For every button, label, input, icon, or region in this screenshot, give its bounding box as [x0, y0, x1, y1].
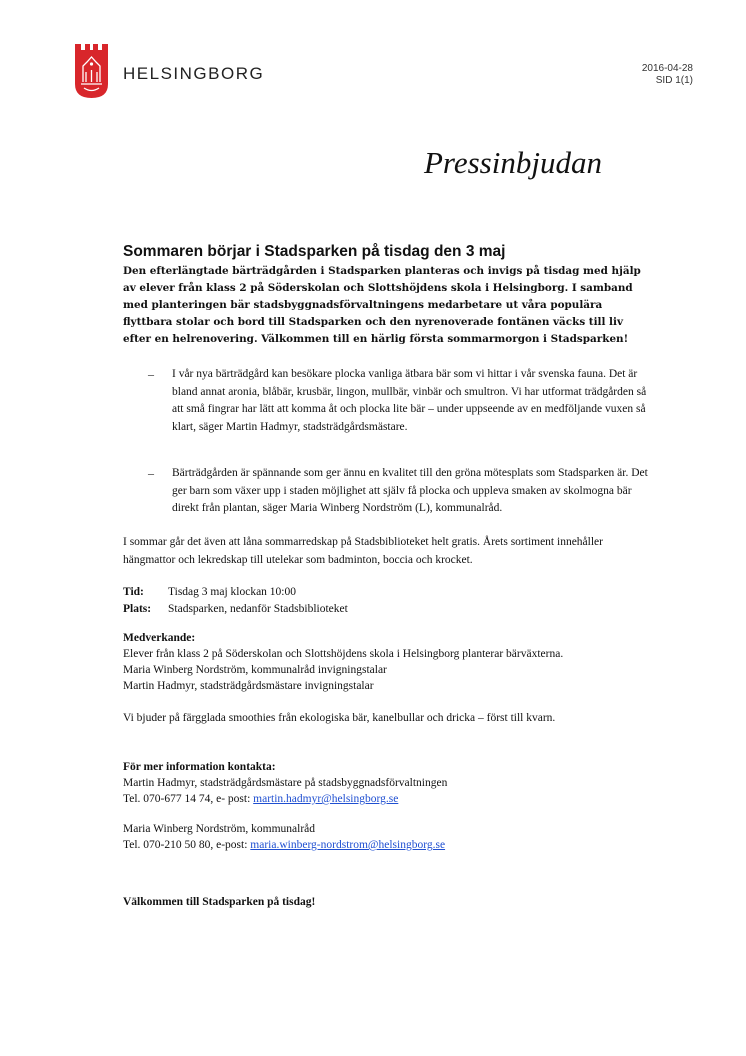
document-type: Pressinbjudan	[424, 145, 602, 180]
lead-paragraph: Den efterlängtade bärträdgården i Stadsparken planteras och invigs på tisdag med hjälp av elever från klass 2 på Söderskolan och Slottshöjdens skola i Helsingborg. I samband med planteringen bär stadsbyggnadsförvaltningens medarbetare ut våra populära flyttbara stolar och bord till Stadsparken och den nyrenoverade fontänen väcks till liv efter en helrenovering. Välkommen till en härlig första sommarmorgon i Stadsparken!	[123, 265, 641, 345]
quote-2	[148, 465, 658, 518]
contact-tel-1	[123, 791, 398, 808]
contact-heading: För mer information kontakta:	[123, 761, 276, 773]
quote-dash: –	[148, 367, 154, 381]
quote-dash: –	[148, 466, 154, 480]
email-link-maria[interactable]: maria.winberg-nordstrom@helsingborg.se	[250, 839, 446, 851]
time-row	[123, 584, 296, 601]
document-date: 2016-04-28	[641, 63, 693, 74]
email-link-martin[interactable]: martin.hadmyr@helsingborg.se	[253, 793, 399, 805]
contact-tel-2-text: Tel. 070-210 50 80, e-post:	[123, 839, 251, 851]
contact-tel-2	[123, 837, 445, 854]
place-value: Stadsparken, nedanför Stadsbiblioteket	[168, 603, 348, 615]
closing-line: Välkommen till Stadsparken på tisdag!	[123, 896, 316, 908]
quote-text: Bärträdgården är spännande som ger ännu en kvalitet till den gröna mötesplats som Stadsparken är. Det ger barn som växer upp i staden möjlighet att själv få plocka och uppleva smaken av skolmogna bär direkt från plantan, säger Maria Winberg Nordström (L), kommunalråd.	[172, 467, 648, 514]
contact-person-1: Martin Hadmyr, stadsträdgårdsmästare på stadsbyggnadsförvaltningen	[123, 777, 448, 789]
helsingborg-crest-logo	[75, 44, 108, 98]
document-meta	[642, 63, 693, 87]
participant-line: Elever från klass 2 på Söderskolan och Slottshöjdens skola i Helsingborg planterar bärväxterna.	[123, 648, 564, 660]
participant-line: Maria Winberg Nordström, kommunalråd invigningstalar	[123, 664, 387, 676]
quote-text: I vår nya bärträdgård kan besökare plocka vanliga ätbara bär som vi hittar i vår svenska fauna. Det är bland annat aronia, blåbär, krusbär, lingon, mullbär, vinbär och smultron. Vi har utformat trädgården så att små fingrar har lätt att komma åt och plocka lite bär – under uppseende av en medföljande vuxen så klart, säger Martin Hadmyr, stadsträdgårdsmästare.	[172, 368, 647, 433]
summer-paragraph: I sommar går det även att låna sommarredskap på Stadsbiblioteket helt gratis. Årets sortiment innehåller hängmattor och lekredskap till utelekar som badminton, boccia och krocket.	[123, 536, 603, 566]
page-number: SID 1(1)	[655, 75, 693, 86]
quote-1	[148, 366, 658, 436]
time-value: Tisdag 3 maj klockan 10:00	[168, 586, 296, 598]
contact-tel-1-text: Tel. 070-677 14 74, e- post:	[123, 793, 254, 805]
participants-heading: Medverkande:	[123, 632, 196, 644]
place-label: Plats:	[123, 603, 152, 615]
contact-person-2: Maria Winberg Nordström, kommunalråd	[123, 823, 316, 835]
time-label: Tid:	[123, 586, 144, 598]
participant-line: Martin Hadmyr, stadsträdgårdsmästare invigningstalar	[123, 680, 374, 692]
offer-text: Vi bjuder på färgglada smoothies från ekologiska bär, kanelbullar och dricka – först till kvarn.	[123, 712, 556, 724]
headline: Sommaren börjar i Stadsparken på tisdag den 3 maj	[123, 243, 506, 260]
org-name: HELSINGBORG	[123, 64, 265, 83]
place-row	[123, 601, 348, 618]
